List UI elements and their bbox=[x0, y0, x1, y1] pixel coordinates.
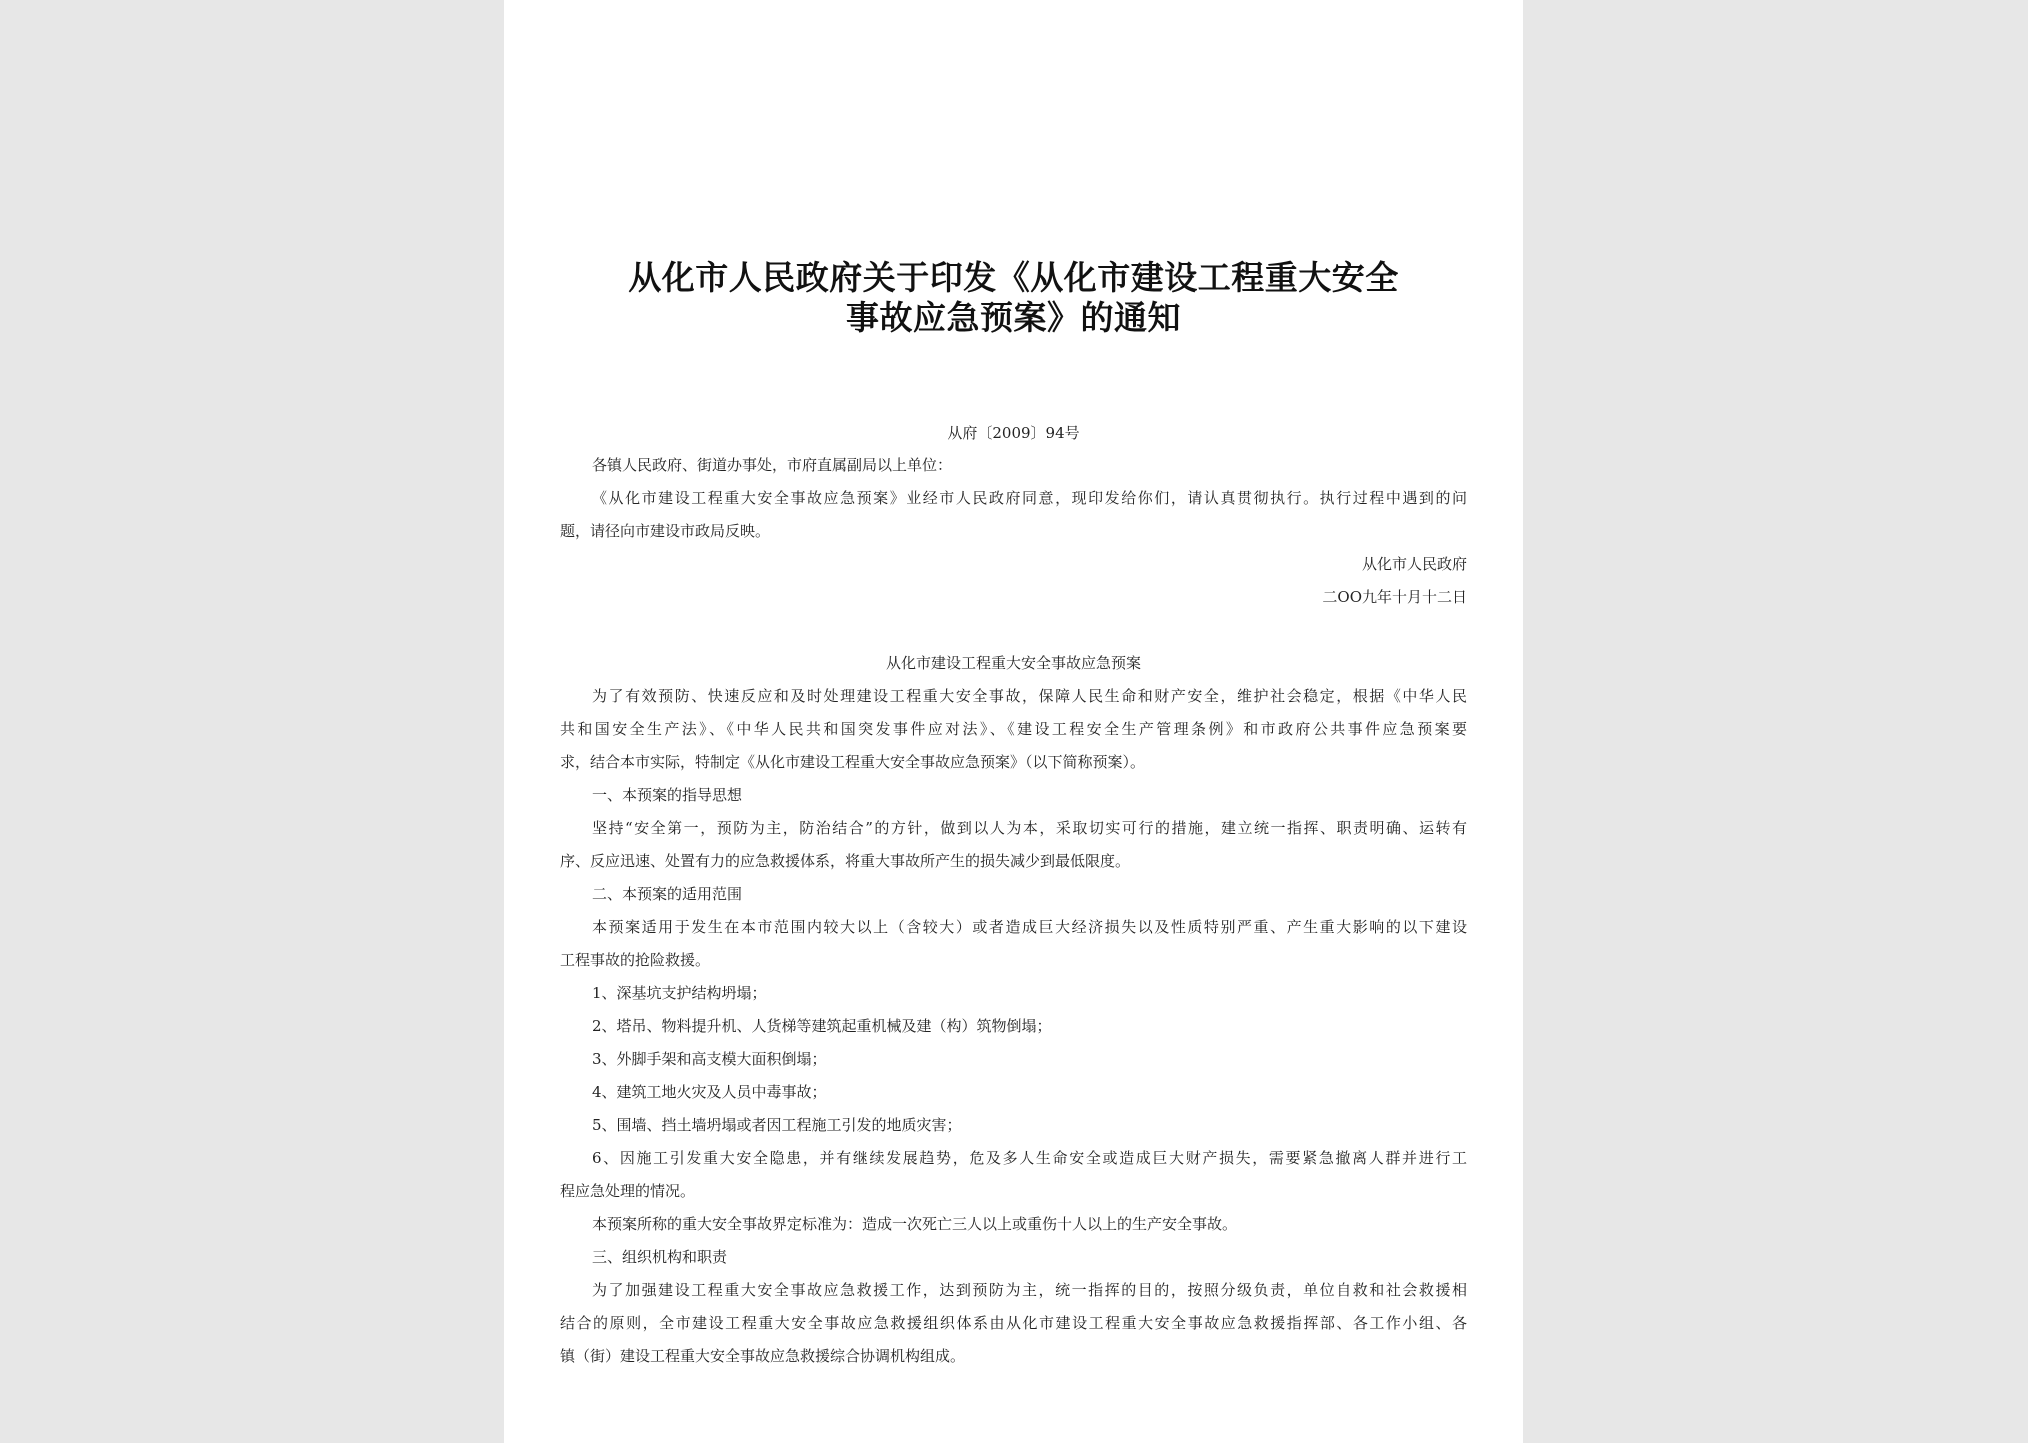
list-item: 3、外脚手架和高支模大面积倒塌； bbox=[592, 1050, 827, 1068]
list-item-6-line-2: 程应急处理的情况。 bbox=[560, 1182, 696, 1200]
preamble-line-2: 共和国安全生产法》、《中华人民共和国突发事件应对法》、《建设工程安全生产管理条例》和市政府公共事件应急预案要 bbox=[560, 720, 1467, 738]
section-1-line-1: 坚持“安全第一，预防为主，防治结合”的方针，做到以人为本，采取切实可行的措施，建立统一指挥、职责明确、运转有 bbox=[592, 819, 1467, 837]
addressee: 各镇人民政府、街道办事处，市府直属副局以上单位： bbox=[592, 456, 953, 474]
document-page bbox=[504, 0, 1523, 1443]
section-1-line-2: 序、反应迅速、处置有力的应急救援体系，将重大事故所产生的损失减少到最低限度。 bbox=[560, 852, 1131, 870]
title-line-1: 从化市人民政府关于印发《从化市建设工程重大安全 bbox=[628, 258, 1399, 297]
list-item: 5、围墙、挡土墙坍塌或者因工程施工引发的地质灾害； bbox=[592, 1116, 962, 1134]
section-2-line-2: 工程事故的抢险救援。 bbox=[560, 951, 711, 969]
section-2-line-1: 本预案适用于发生在本市范围内较大以上（含较大）或者造成巨大经济损失以及性质特别严重、产生重大影响的以下建设 bbox=[592, 918, 1467, 936]
preamble-line-1: 为了有效预防、快速反应和及时处理建设工程重大安全事故，保障人民生命和财产安全，维护社会稳定，根据《中华人民 bbox=[592, 687, 1467, 705]
section-3-line-3: 镇（街）建设工程重大安全事故应急救援综合协调机构组成。 bbox=[560, 1347, 966, 1365]
intro-line-2: 题，请径向市建设市政局反映。 bbox=[560, 522, 771, 540]
section-2-heading: 二、本预案的适用范围 bbox=[592, 885, 743, 903]
list-item: 2、塔吊、物料提升机、人货梯等建筑起重机械及建（构）筑物倒塌； bbox=[592, 1017, 1052, 1035]
section-3-line-2: 结合的原则，全市建设工程重大安全事故应急救援组织体系由从化市建设工程重大安全事故应急救援指挥部、各工作小组、各 bbox=[560, 1314, 1467, 1332]
title-line-2: 事故应急预案》的通知 bbox=[846, 298, 1181, 337]
accident-standard: 本预案所称的重大安全事故界定标准为：造成一次死亡三人以上或重伤十人以上的生产安全事故。 bbox=[592, 1215, 1238, 1233]
list-item: 4、建筑工地火灾及人员中毒事故； bbox=[592, 1083, 827, 1101]
page-title bbox=[504, 258, 1523, 338]
list-item-6-line-1: 6、因施工引发重大安全隐患，并有继续发展趋势，危及多人生命安全或造成巨大财产损失，需要紧急撤离人群并进行工 bbox=[592, 1149, 1467, 1167]
section-3-heading: 三、组织机构和职责 bbox=[592, 1248, 728, 1266]
intro-line-1: 《从化市建设工程重大安全事故应急预案》业经市人民政府同意，现印发给你们，请认真贯彻执行。执行过程中遇到的问 bbox=[592, 489, 1467, 507]
signature-org: 从化市人民政府 bbox=[1361, 555, 1467, 573]
preamble-line-3: 求，结合本市实际，特制定《从化市建设工程重大安全事故应急预案》（以下简称预案）。 bbox=[560, 753, 1146, 771]
section-1-heading: 一、本预案的指导思想 bbox=[592, 786, 743, 804]
doc-number: 从府〔2009〕94号 bbox=[947, 424, 1080, 442]
signature-date: 二OO九年十月十二日 bbox=[1322, 588, 1467, 606]
section-3-line-1: 为了加强建设工程重大安全事故应急救援工作，达到预防为主，统一指挥的目的，按照分级负责，单位自救和社会救援相 bbox=[592, 1281, 1467, 1299]
list-item: 1、深基坑支护结构坍塌； bbox=[592, 984, 767, 1002]
plan-title: 从化市建设工程重大安全事故应急预案 bbox=[885, 654, 1141, 672]
